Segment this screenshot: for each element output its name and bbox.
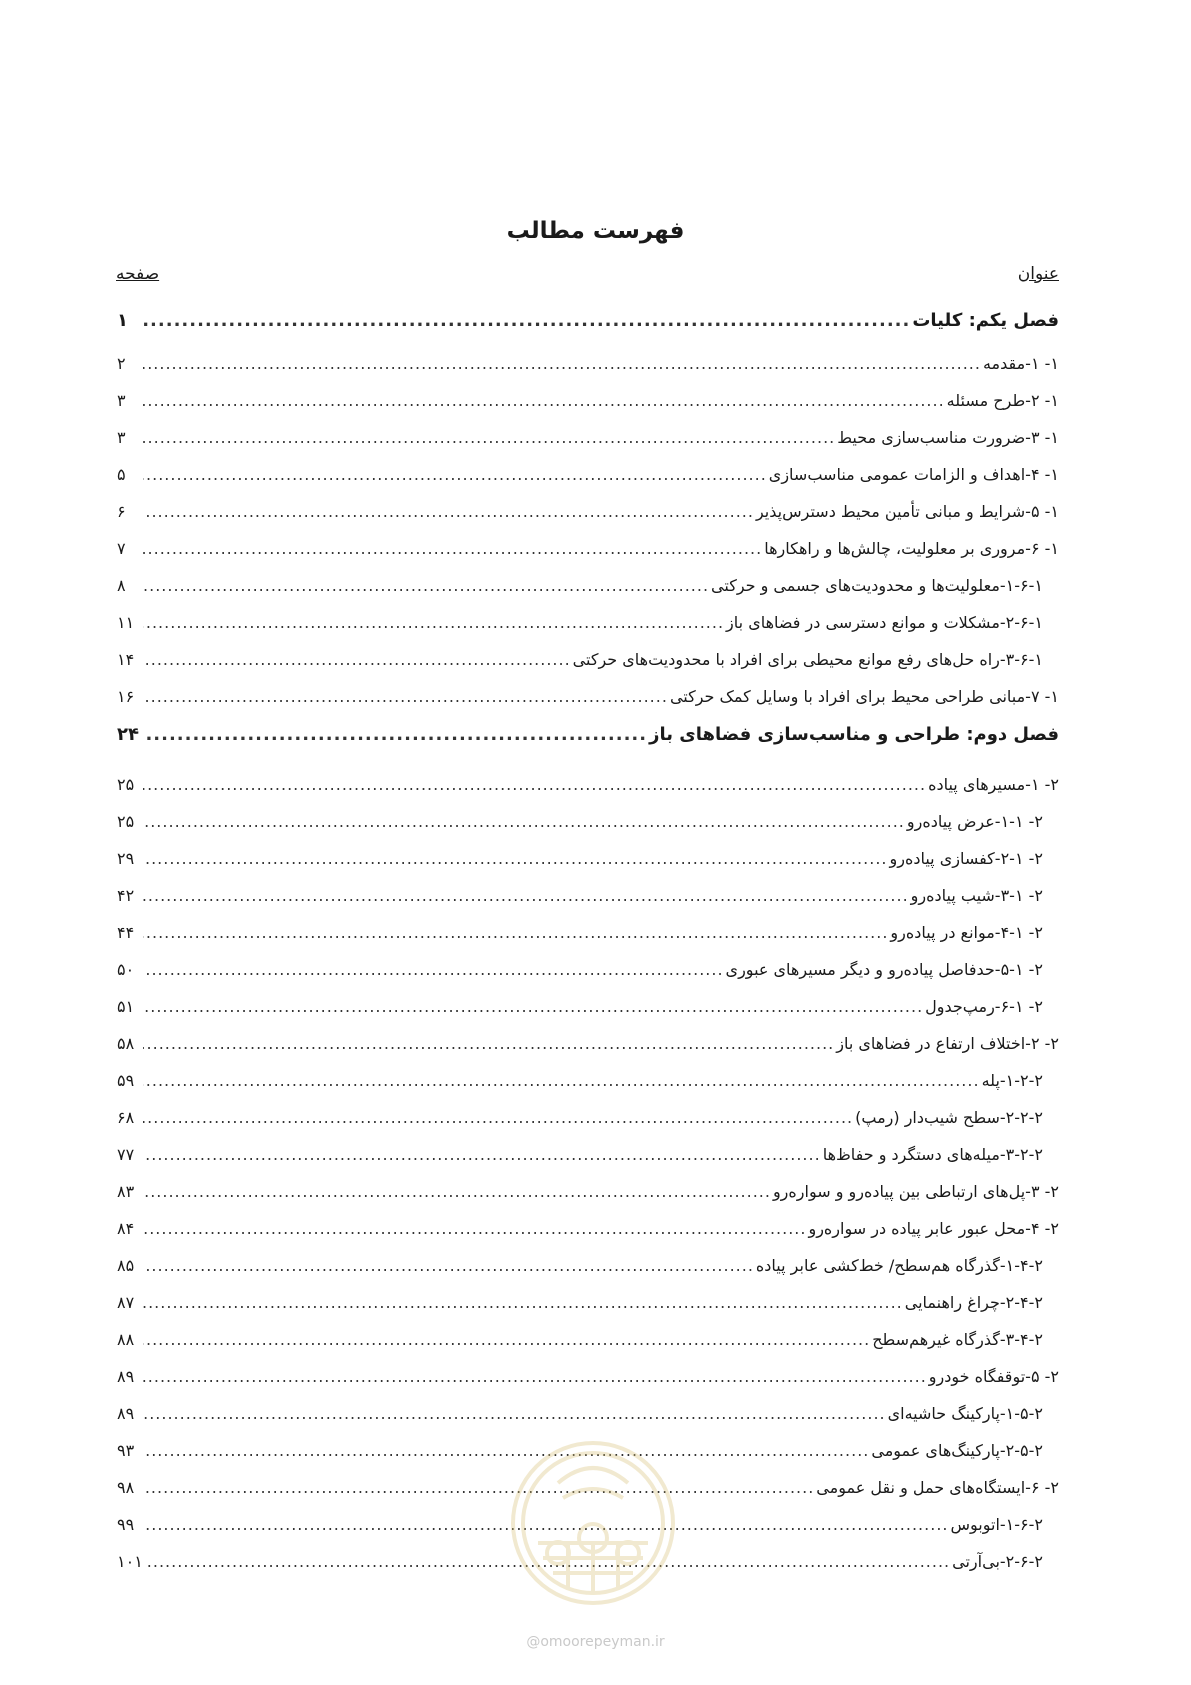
toc-entry-title: ۲-۴-۲-چراغ راهنمایی bbox=[904, 1293, 1043, 1312]
toc-page-number: ۸۹ bbox=[117, 1367, 135, 1386]
toc-entry-row bbox=[117, 502, 1059, 539]
toc-entry-title: ۱-۴-۲-گذرگاه هم‌سطح/ خط‌کشی عابر پیاده bbox=[755, 1256, 1043, 1275]
toc-entry-row bbox=[117, 613, 1059, 650]
toc-entry-row bbox=[117, 849, 1059, 886]
toc-chapter-row bbox=[117, 310, 1059, 354]
toc-entry-title: ۲- ۱-۱-عرض پیاده‌رو bbox=[906, 812, 1043, 831]
toc-page-number: ۷۷ bbox=[117, 1145, 135, 1164]
toc-page-number: ۸۸ bbox=[117, 1330, 135, 1349]
toc-entry-title: ۱- ۵-شرایط و مبانی تأمین محیط دسترس‌پذیر bbox=[755, 502, 1059, 521]
toc-entry-title: فصل یکم: کلیات bbox=[912, 310, 1059, 331]
toc-entry-title: ۲- ۳-۱-شیب پیاده‌رو bbox=[910, 886, 1043, 905]
toc-entry-title: ۲- ۳-پل‌های ارتباطی بین پیاده‌رو و سواره‌رو bbox=[772, 1182, 1059, 1201]
dot-leader bbox=[143, 1071, 980, 1090]
toc-entry-row bbox=[117, 428, 1059, 465]
toc-entry-row bbox=[117, 1256, 1059, 1293]
toc-entry-row bbox=[117, 1219, 1059, 1256]
dot-leader bbox=[143, 1145, 821, 1164]
dot-leader bbox=[143, 886, 909, 905]
dot-leader bbox=[143, 1404, 886, 1423]
title-column-header: عنوان bbox=[1017, 264, 1059, 284]
dot-leader bbox=[143, 724, 647, 745]
toc-page-number: ۵۸ bbox=[117, 1034, 135, 1053]
dot-leader bbox=[143, 391, 945, 410]
toc-entry-title: ۱- ۱-مقدمه bbox=[982, 354, 1059, 373]
toc-page-number: ۲۵ bbox=[117, 775, 135, 794]
toc-page-number: ۴۴ bbox=[117, 923, 135, 942]
website-watermark: @omoorepeyman.ir bbox=[526, 1634, 665, 1650]
toc-entry-row bbox=[117, 391, 1059, 428]
dot-leader bbox=[143, 812, 905, 831]
toc-page-number: ۸ bbox=[117, 576, 126, 595]
toc-entry-title: ۲- ۶-۱-رمپ‌جدول bbox=[925, 997, 1043, 1016]
toc-page-number: ۹۳ bbox=[117, 1441, 135, 1460]
toc-entry-row bbox=[117, 1145, 1059, 1182]
toc-entry-row bbox=[117, 1071, 1059, 1108]
publisher-seal-icon bbox=[508, 1438, 678, 1608]
dot-leader bbox=[143, 354, 981, 373]
toc-entry-row bbox=[117, 1108, 1059, 1145]
dot-leader bbox=[143, 1330, 870, 1349]
toc-entry-title: ۱- ۷-مبانی طراحی محیط برای افراد با وسایل کمک حرکتی bbox=[669, 687, 1059, 706]
dot-leader bbox=[143, 576, 709, 595]
toc-entry-row bbox=[117, 997, 1059, 1034]
toc-page-number: ۸۷ bbox=[117, 1293, 135, 1312]
toc-page-number: ۹۹ bbox=[117, 1515, 135, 1534]
toc-page-number: ۴۲ bbox=[117, 886, 135, 905]
toc-entry-row bbox=[117, 960, 1059, 997]
toc-page-number: ۸۳ bbox=[117, 1182, 135, 1201]
toc-entry-title: فصل دوم: طراحی و مناسب‌سازی فضاهای باز bbox=[649, 724, 1059, 745]
toc-entry-title: ۲-۲-۲-سطح شیب‌دار (رمپ) bbox=[855, 1108, 1043, 1127]
toc-page-number: ۶ bbox=[117, 502, 126, 521]
toc-entry-title: ۱-۲-۲-پله bbox=[981, 1071, 1043, 1090]
toc-page-number: ۱۶ bbox=[117, 687, 135, 706]
dot-leader bbox=[143, 613, 724, 632]
page-column-header: صفحه bbox=[116, 264, 160, 284]
toc-entry-title: ۳-۶-۱-راه حل‌های رفع موانع محیطی برای افراد با محدودیت‌های حرکتی bbox=[572, 650, 1043, 669]
toc-page-number: ۲ bbox=[117, 354, 126, 373]
toc-list bbox=[117, 310, 1059, 1589]
dot-leader bbox=[143, 1293, 903, 1312]
dot-leader bbox=[143, 502, 754, 521]
toc-page-number: ۲۹ bbox=[117, 849, 135, 868]
dot-leader bbox=[143, 1219, 806, 1238]
dot-leader bbox=[143, 960, 724, 979]
dot-leader bbox=[143, 997, 923, 1016]
toc-page-number: ۳ bbox=[117, 428, 126, 447]
toc-page-number: ۱ bbox=[117, 310, 128, 331]
toc-entry-title: ۲- ۱-مسیرهای پیاده bbox=[928, 775, 1059, 794]
toc-page-number: ۱۰۱ bbox=[117, 1552, 143, 1571]
dot-leader bbox=[143, 465, 767, 484]
toc-chapter-row bbox=[117, 724, 1059, 775]
toc-page-number: ۸۹ bbox=[117, 1404, 135, 1423]
toc-entry-title: ۳-۲-۲-میله‌های دستگرد و حفاظ‌ها bbox=[822, 1145, 1043, 1164]
toc-entry-title: ۲- ۲-۱-کفسازی پیاده‌رو bbox=[889, 849, 1043, 868]
dot-leader bbox=[143, 1367, 927, 1386]
toc-page-number: ۱۱ bbox=[117, 613, 135, 632]
toc-entry-title: ۱-۵-۲-پارکینگ حاشیه‌ای bbox=[887, 1404, 1043, 1423]
toc-entry-row bbox=[117, 923, 1059, 960]
toc-entry-title: ۲- ۶-ایستگاه‌های حمل و نقل عمومی bbox=[816, 1478, 1059, 1497]
toc-page-number: ۵ bbox=[117, 465, 126, 484]
toc-entry-row bbox=[117, 1404, 1059, 1441]
toc-entry-row bbox=[117, 886, 1059, 923]
toc-entry-row bbox=[117, 1293, 1059, 1330]
toc-entry-row bbox=[117, 650, 1059, 687]
toc-entry-title: ۲- ۲-اختلاف ارتفاع در فضاهای باز bbox=[836, 1034, 1059, 1053]
toc-entry-title: ۲- ۴-۱-موانع در پیاده‌رو bbox=[890, 923, 1043, 942]
dot-leader bbox=[143, 1182, 771, 1201]
dot-leader bbox=[143, 775, 926, 794]
dot-leader bbox=[143, 1441, 869, 1460]
toc-entry-title: ۱- ۶-مروری بر معلولیت، چالش‌ها و راهکارها bbox=[764, 539, 1059, 558]
toc-entry-title: ۳-۴-۲-گذرگاه غیرهم‌سطح bbox=[872, 1330, 1043, 1349]
dot-leader bbox=[143, 650, 571, 669]
toc-page-number: ۲۵ bbox=[117, 812, 135, 831]
toc-entry-title: ۱- ۴-اهداف و الزامات عمومی مناسب‌سازی bbox=[768, 465, 1059, 484]
toc-entry-row bbox=[117, 354, 1059, 391]
toc-page-number: ۶۸ bbox=[117, 1108, 135, 1127]
toc-page-number: ۳ bbox=[117, 391, 126, 410]
dot-leader bbox=[143, 1108, 853, 1127]
toc-entry-title: ۱- ۲-طرح مسئله bbox=[946, 391, 1059, 410]
toc-page-number: ۵۰ bbox=[117, 960, 135, 979]
toc-page-number: ۸۴ bbox=[117, 1219, 135, 1238]
toc-entry-row bbox=[117, 465, 1059, 502]
toc-page-number: ۲۴ bbox=[117, 724, 139, 745]
toc-entry-title: ۱- ۳-ضرورت مناسب‌سازی محیط bbox=[837, 428, 1059, 447]
toc-entry-title: ۱-۶-۱-معلولیت‌ها و محدودیت‌های جسمی و حرکتی bbox=[711, 576, 1043, 595]
toc-page-number: ۱۴ bbox=[117, 650, 135, 669]
toc-entry-row bbox=[117, 775, 1059, 812]
toc-entry-row bbox=[117, 1330, 1059, 1367]
toc-page-number: ۵۱ bbox=[117, 997, 135, 1016]
toc-entry-row bbox=[117, 576, 1059, 613]
dot-leader bbox=[143, 428, 835, 447]
toc-page-number: ۵۹ bbox=[117, 1071, 135, 1090]
toc-entry-row bbox=[117, 539, 1059, 576]
dot-leader bbox=[143, 923, 888, 942]
toc-entry-title: ۲-۶-۲-بی‌آر‌تی bbox=[952, 1552, 1043, 1571]
page-title: فهرست مطالب bbox=[506, 218, 685, 244]
dot-leader bbox=[143, 539, 762, 558]
dot-leader bbox=[143, 687, 668, 706]
toc-entry-title: ۱-۶-۲-اتوبوس bbox=[950, 1515, 1043, 1534]
dot-leader bbox=[143, 1478, 814, 1497]
toc-entry-row bbox=[117, 1034, 1059, 1071]
dot-leader bbox=[143, 849, 887, 868]
toc-page-number: ۷ bbox=[117, 539, 126, 558]
toc-page-number: ۸۵ bbox=[117, 1256, 135, 1275]
toc-entry-row bbox=[117, 1182, 1059, 1219]
toc-entry-title: ۲- ۵-۱-حدفاصل پیاده‌رو و دیگر مسیرهای عبوری bbox=[725, 960, 1043, 979]
toc-entry-title: ۲-۶-۱-مشکلات و موانع دسترسی در فضاهای باز bbox=[726, 613, 1043, 632]
toc-entry-title: ۲- ۵-توقفگاه خودرو bbox=[928, 1367, 1059, 1386]
dot-leader bbox=[143, 1034, 834, 1053]
toc-page-number: ۹۸ bbox=[117, 1478, 135, 1497]
toc-entry-row bbox=[117, 812, 1059, 849]
toc-entry-title: ۲-۵-۲-پارکینگ‌های عمومی bbox=[871, 1441, 1043, 1460]
toc-entry-row bbox=[117, 687, 1059, 724]
toc-entry-title: ۲- ۴-محل عبور عابر پیاده در سواره‌رو bbox=[808, 1219, 1059, 1238]
toc-entry-row bbox=[117, 1367, 1059, 1404]
dot-leader bbox=[143, 1256, 754, 1275]
dot-leader bbox=[143, 310, 910, 331]
